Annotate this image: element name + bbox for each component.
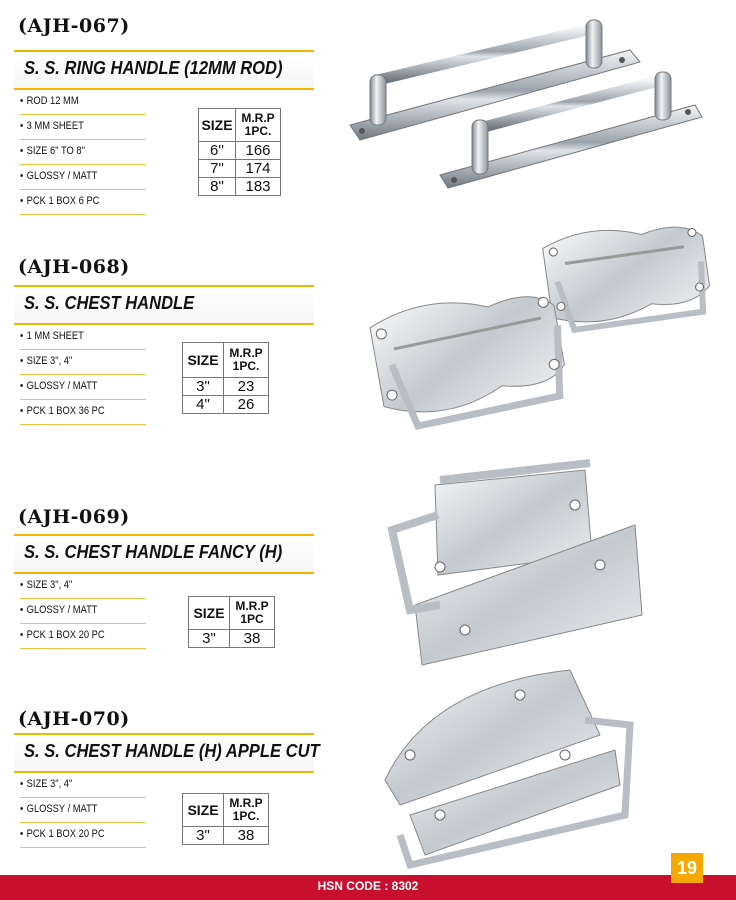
spec-item: • SIZE 6" TO 8": [20, 140, 146, 165]
spec-item: • PCK 1 BOX 20 PC: [20, 624, 146, 649]
price-row: 3" 38: [189, 630, 275, 648]
size-header: SIZE: [189, 597, 230, 630]
product-code: (AJH-067): [18, 15, 130, 37]
chest-handle-fancy-image: [380, 455, 650, 670]
spec-list: [20, 773, 168, 848]
price-row: 7" 174: [199, 160, 281, 178]
spec-list: [20, 90, 168, 215]
page-number: 19: [671, 853, 703, 883]
mrp-header: M.R.P 1PC.: [236, 109, 281, 142]
product-title-box: [14, 285, 314, 325]
price-table-header: [183, 794, 269, 827]
product-code: (AJH-068): [18, 256, 130, 278]
price-table-header: [189, 597, 275, 630]
mrp-header: M.R.P 1PC.: [224, 794, 269, 827]
product-title: S. S. CHEST HANDLE FANCY (H): [24, 542, 283, 562]
spec-item: • 3 MM SHEET: [20, 115, 146, 140]
product-title: S. S. CHEST HANDLE (H) APPLE CUT: [24, 741, 320, 761]
price-row: 4" 26: [183, 396, 269, 414]
size-header: SIZE: [183, 794, 224, 827]
price-table-header: [199, 109, 281, 142]
spec-item: • PCK 1 BOX 20 PC: [20, 823, 146, 848]
spec-item: • 1 MM SHEET: [20, 325, 146, 350]
spec-list: [20, 325, 168, 425]
spec-item: • SIZE 3", 4": [20, 574, 146, 599]
product-title-box: [14, 733, 320, 773]
footer-bar: [0, 875, 736, 900]
ring-handle-image: [340, 10, 710, 195]
spec-list: [20, 574, 168, 649]
size-header: SIZE: [199, 109, 236, 142]
product-title-box: [14, 534, 314, 574]
price-table: [182, 793, 269, 845]
price-table: [188, 596, 275, 648]
price-table-header: [183, 343, 269, 378]
product-title-box: [14, 50, 314, 90]
price-table: [182, 342, 269, 414]
price-table: [198, 108, 281, 196]
product-title: S. S. RING HANDLE (12MM ROD): [24, 58, 283, 78]
spec-item: • PCK 1 BOX 36 PC: [20, 400, 146, 425]
chest-handle-image: [345, 225, 715, 450]
spec-item: • PCK 1 BOX 6 PC: [20, 190, 146, 215]
spec-item: • ROD 12 MM: [20, 90, 146, 115]
product-code: (AJH-069): [18, 506, 130, 528]
price-row: 3" 23: [183, 378, 269, 396]
hsn-code: HSN CODE : 8302: [317, 879, 419, 893]
price-row: 6'' 166: [199, 142, 281, 160]
price-row: 8" 183: [199, 178, 281, 196]
spec-item: • SIZE 3", 4": [20, 350, 146, 375]
size-header: SIZE: [183, 343, 224, 378]
mrp-header: M.R.P 1PC.: [224, 343, 269, 378]
chest-handle-apple-cut-image: [370, 665, 660, 875]
mrp-header: M.R.P 1PC: [230, 597, 275, 630]
price-row: 3" 38: [183, 827, 269, 845]
spec-item: • GLOSSY / MATT: [20, 798, 146, 823]
product-title: S. S. CHEST HANDLE: [24, 293, 195, 313]
spec-item: • GLOSSY / MATT: [20, 599, 146, 624]
spec-item: • GLOSSY / MATT: [20, 165, 146, 190]
product-code: (AJH-070): [18, 708, 130, 730]
spec-item: • GLOSSY / MATT: [20, 375, 146, 400]
spec-item: • SIZE 3", 4": [20, 773, 146, 798]
